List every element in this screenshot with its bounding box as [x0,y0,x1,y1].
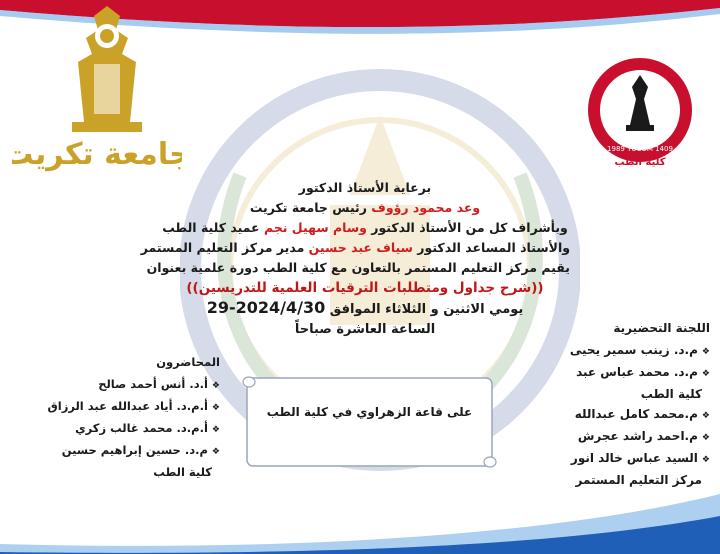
invitation-text [140,178,570,340]
right-logo-ring-text: 1989 TUCOM 1409 [607,145,673,153]
venue-scroll-banner [237,372,502,472]
president-name: وعد محمود رؤوف [371,200,481,215]
committee-member: ❖ م.د. محمد عباس عبد [520,362,710,384]
date-line [160,298,570,320]
president-line [160,198,570,218]
left-logo-text: جامعة تكريت [12,137,182,172]
lecturer-item: ❖ أ.م.د. أياد عبدالله عبد الرزاق [30,396,220,418]
lecturers-heading: المحاضرون [156,355,220,369]
committee-member: ❖ السيد عباس خالد انور [520,448,710,470]
course-title: ((شرح جداول ومتطلبات الترقيات العلمية للتدريسين)) [186,280,544,296]
lecturer-item: ❖ م.د. حسين إبراهيم حسين [30,440,220,462]
committee-heading: اللجنة التحضيرية [613,321,710,335]
course-intro: يقيم مركز التعليم المستمر بالتعاون مع كلية الطب دورة علمية بعنوان [146,260,570,275]
assistant-line [140,238,570,258]
college-of-medicine-logo [580,55,700,170]
president-title: رئيس جامعة تكريت [249,200,372,215]
assistant-prefix: والأستاذ المساعد الدكتور [412,240,570,255]
lecturers-list [30,352,220,482]
director-title: مدير مركز التعليم المستمر [140,240,309,255]
director-name: سياف عبد حسين [308,240,413,255]
bottom-wave-decoration [0,494,720,554]
venue-text: على قاعة الزهراوي في كلية الطب [266,405,473,419]
preparatory-committee [520,318,710,490]
patronage-line: برعاية الأستاذ الدكتور [298,180,432,195]
time-text: الساعة العاشرة صباحاً [294,322,436,337]
dean-title: عميد كلية الطب [162,220,264,235]
tikrit-university-logo [12,2,182,172]
lecturer-item: ❖ أ.د. أنس أحمد صالح [30,374,220,396]
dean-name: وسام سهيل نجم [263,220,367,235]
right-logo-text: كلية الطب [614,157,666,168]
committee-affiliation: مركز التعليم المستمر [575,473,702,487]
committee-member: ❖ م.احمد راشد عجرش [520,426,710,448]
committee-member: ❖ م.محمد كامل عبدالله [520,404,710,426]
committee-affiliation: كلية الطب [640,387,702,401]
lecturer-affiliation: كلية الطب [153,465,212,479]
date-text: 2024/4/30-29 [206,298,326,317]
supervision-line [160,218,570,238]
supervision-prefix: وبأشراف كل من الأستاذ الدكتور [366,220,568,235]
lecturer-item: ❖ أ.م.د. محمد غالب زكري [30,418,220,440]
committee-member: ❖ م.د. زينب سمير يحيى [520,340,710,362]
days-text: يومي الاثنين و الثلاثاء الموافق [325,302,524,317]
